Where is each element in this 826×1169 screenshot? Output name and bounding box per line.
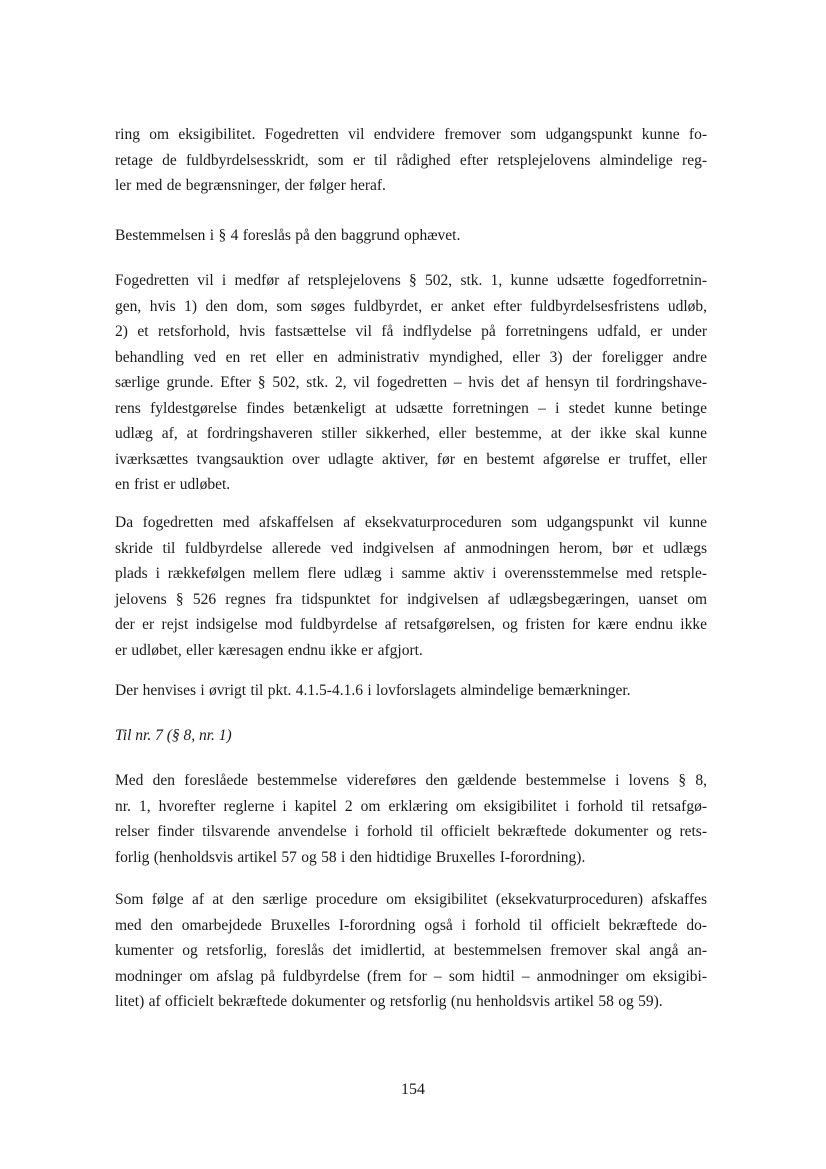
paragraph-6 <box>115 768 707 870</box>
paragraph-5 <box>115 678 707 704</box>
text-line: litet) af officielt bekræftede dokumenter og retsforlig (nu henholdsvis artikel 58 og 59). <box>115 993 663 1010</box>
text-line: med den omarbejdede Bruxelles I-forordning også i forhold til officielt bekræftede do- <box>115 916 707 934</box>
text-line: Der henvises i øvrigt til pkt. 4.1.5-4.1.6 i lovforslagets almindelige bemærkninger. <box>115 682 631 699</box>
text-line: særlige grunde. Efter § 502, stk. 2, vil fogedretten – hvis det af hensyn til fordringshave- <box>115 374 707 391</box>
text-line: nr. 1, hvorefter reglerne i kapitel 2 om erklæring om eksigibilitet i forhold til retsafgø- <box>115 797 707 815</box>
paragraph-2 <box>115 223 707 249</box>
text-line: jelovens § 526 regnes fra tidspunktet for indgivelsen af udlægsbegæringen, uanset om <box>115 590 707 608</box>
text-line: behandling ved en ret eller en administrativ myndighed, eller 3) der foreligger andre <box>115 348 707 366</box>
text-line: Bestemmelsen i § 4 foreslås på den baggrund ophævet. <box>115 227 461 244</box>
text-line: gen, hvis 1) den dom, som søges fuldbyrdet, er anket efter fuldbyrdelsesfristens udløb, <box>115 297 707 315</box>
text-line: der er rejst indsigelse mod fuldbyrdelse af retsafgørelsen, og fristen for kære endnu ikke <box>115 616 707 633</box>
paragraph-1 <box>115 122 707 199</box>
text-line: kumenter og retsforlig, foreslås det imidlertid, at bestemmelsen fremover skal angå an- <box>115 942 707 959</box>
text-line: Med den foreslåede bestemmelse videreføres den gældende bestemmelse i lovens § 8, <box>115 772 707 789</box>
text-line: 2) et retsforhold, hvis fastsættelse vil få indflydelse på forretningens udfald, er under <box>115 323 707 340</box>
text-line: plads i rækkefølgen mellem flere udlæg i samme aktiv i overensstemmelse med retsple- <box>115 565 707 582</box>
paragraph-4 <box>115 510 707 663</box>
text-line: iværksættes tvangsauktion over udlagte aktiver, før en bestemt afgørelse er truffet, eller <box>115 450 707 468</box>
text-line: ler med de begrænsninger, der følger heraf. <box>115 177 386 194</box>
text-line: modninger om afslag på fuldbyrdelse (frem for – som hidtil – anmodninger om eksigibi- <box>115 967 707 985</box>
section-heading: Til nr. 7 (§ 8, nr. 1) <box>115 727 232 744</box>
paragraph-3 <box>115 268 707 498</box>
text-line: skride til fuldbyrdelse allerede ved indgivelsen af anmodningen herom, bør et udlægs <box>115 539 707 557</box>
text-line: ring om eksigibilitet. Fogedretten vil endvidere fremover som udgangspunkt kunne fo- <box>115 126 707 143</box>
page-number: 154 <box>401 1081 425 1098</box>
text-line: Som følge af at den særlige procedure om eksigibilitet (eksekvaturproceduren) afskaffes <box>115 891 707 908</box>
text-line: Fogedretten vil i medfør af retsplejelovens § 502, stk. 1, kunne udsætte fogedforretnin- <box>115 272 707 289</box>
text-line: retage de fuldbyrdelsesskridt, som er til rådighed efter retsplejelovens almindelige reg- <box>115 151 707 169</box>
text-line: er udløbet, eller kæresagen endnu ikke er afgjort. <box>115 641 423 659</box>
text-line: relser finder tilsvarende anvendelse i forhold til officielt bekræftede dokumenter og rets- <box>115 823 707 840</box>
text-line: rens fyldestgørelse findes betænkeligt at udsætte forretningen – i stedet kunne betinge <box>115 399 707 417</box>
text-line: udlæg af, at fordringshaveren stiller sikkerhed, eller bestemme, at der ikke skal kunne <box>115 425 707 442</box>
text-line: forlig (henholdsvis artikel 57 og 58 i den hidtidige Bruxelles I-forordning). <box>115 848 586 866</box>
text-line: en frist er udløbet. <box>115 476 231 493</box>
paragraph-7 <box>115 887 707 1015</box>
text-line: Da fogedretten med afskaffelsen af eksekvaturproceduren som udgangspunkt vil kunne <box>115 514 707 531</box>
